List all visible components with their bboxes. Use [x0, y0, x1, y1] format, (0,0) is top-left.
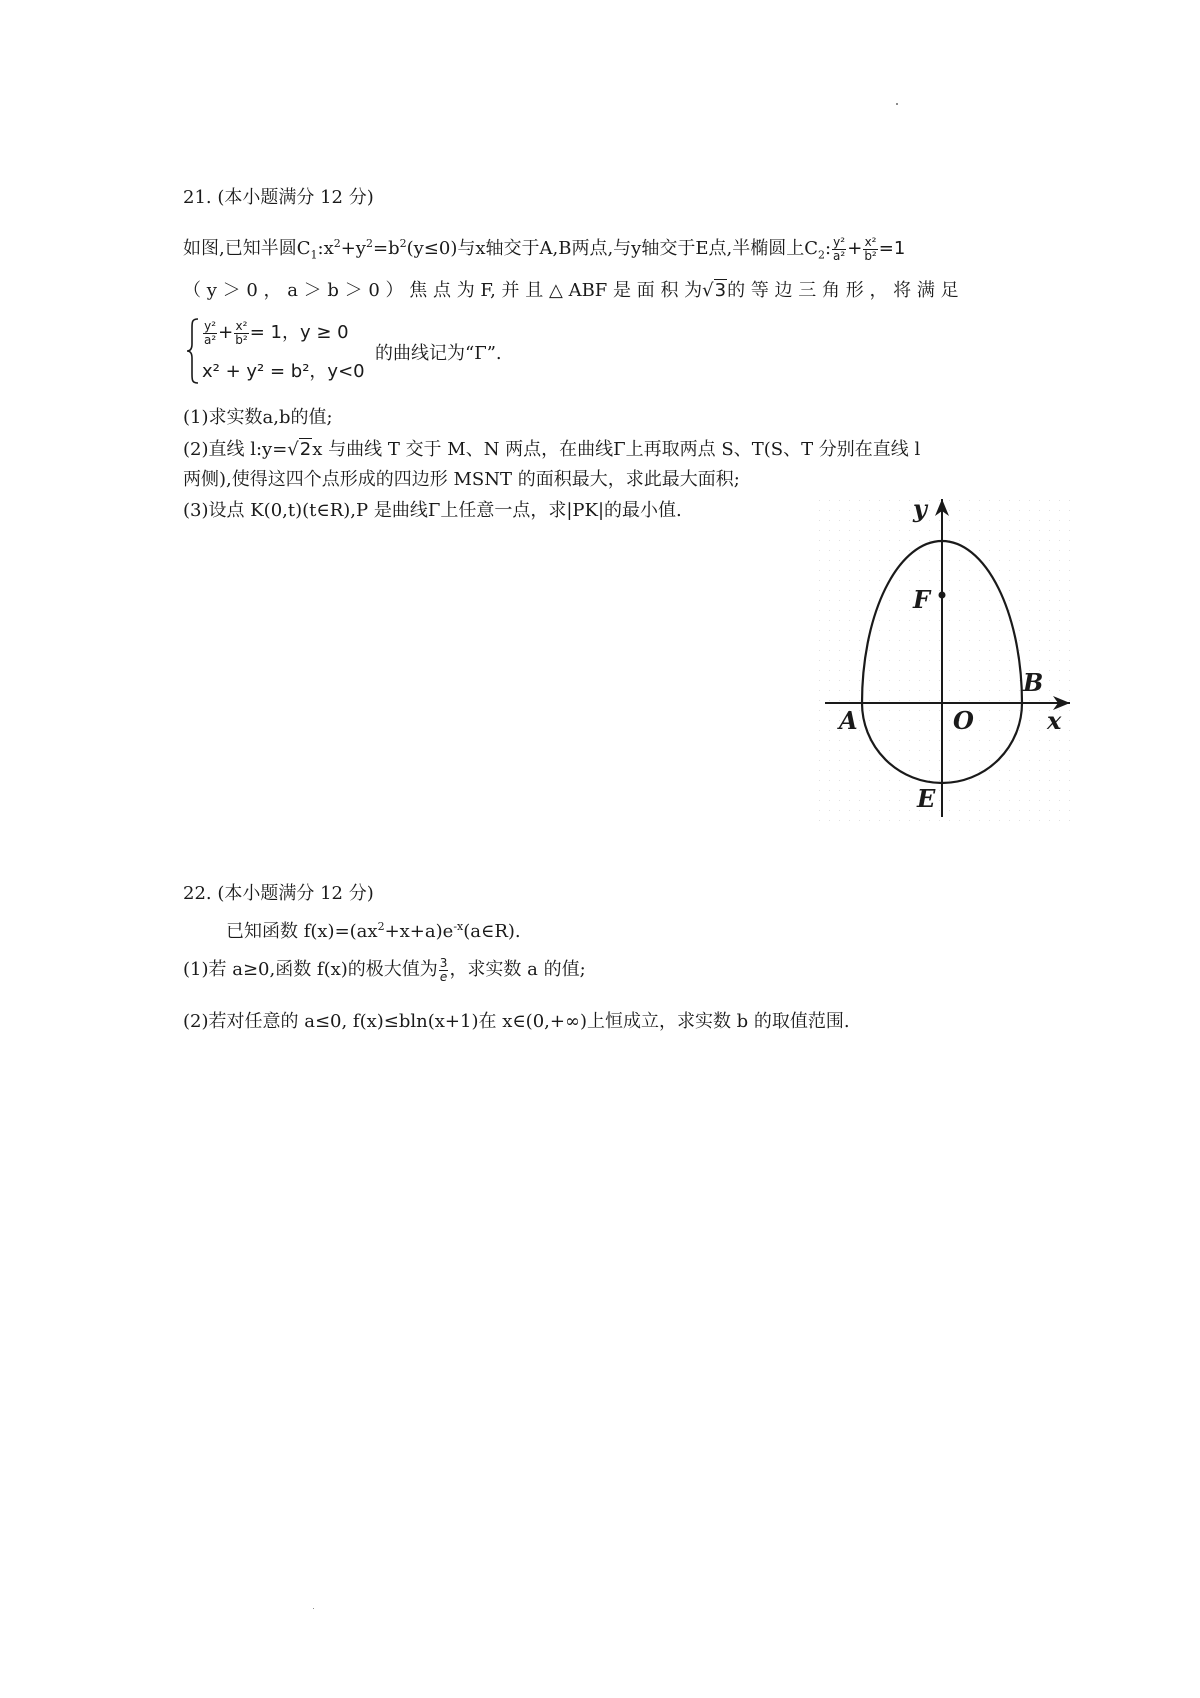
- q21-part2-line2: 两侧),使得这四个点形成的四边形 MSNT 的面积最大，求此最大面积;: [183, 469, 740, 490]
- q21-part1: (1)求实数a,b的值;: [183, 407, 333, 428]
- focus-point-F: [939, 592, 946, 599]
- label-O: O: [953, 706, 974, 735]
- fraction-3-over-e: $\frac{3}{e}$: [439, 955, 448, 984]
- label-x: x: [1047, 706, 1062, 735]
- system-line-1: $\frac{\text{y²}}{\text{a²}}$ + $\frac{\text{x²}}{\text{b²}}$ = 1，y ≥ 0: [204, 318, 349, 347]
- system-line-2: x² + y² = b²，y<0: [202, 361, 365, 382]
- label-A: A: [839, 706, 858, 735]
- label-y: y: [913, 495, 927, 523]
- system-tail: 的曲线记为“Γ”.: [375, 343, 502, 364]
- q21-header: 21. (本小题满分 12 分): [183, 187, 374, 208]
- scan-speck: [313, 1608, 314, 1609]
- q22-part2: (2)若对任意的 a≤0, f(x)≤bln(x+1)在 x∈(0,+∞)上恒成立，求实数 b 的取值范围.: [183, 1011, 850, 1032]
- fraction-x2-b2: $\frac{\text{x²}}{\text{b²}}$: [864, 234, 877, 263]
- label-F: F: [913, 585, 931, 614]
- sqrt-2: √2: [287, 439, 312, 460]
- q21-stem-line2: （ y ＞ 0 ， a ＞ b ＞ 0 ） 焦 点 为 F, 并 且 △ ABF 是 面 积 为√3的 等 边 三 角 形 ， 将 满 足: [183, 277, 959, 305]
- left-brace: [186, 318, 200, 384]
- fraction-y2-a2: $\frac{\text{y²}}{\text{a²}}$: [833, 234, 846, 263]
- q22-stem: 已知函数 $f(x)=(ax^2+x+a)e^{-x}(a\in R)$.: [226, 920, 521, 942]
- q22-header: 22. (本小题满分 12 分): [183, 883, 374, 904]
- ellipse-figure: [815, 495, 1070, 825]
- q21-stem-line1: 如图,已知半圆$C_1:x^2+y^2=b^2(y\le 0)$与x轴交于A,B两点,与y轴交于E点,半椭圆上$C_2$: $\frac{\text{y²}}{\text{a²}}$ + $\frac{\text{x²}}{\text{b²}}$ =1: [183, 234, 906, 263]
- scan-speck: [896, 103, 898, 105]
- sqrt-3: √3: [702, 280, 727, 301]
- q22-part1: (1)若 a≥0,函数 f(x)的极大值为 $\frac{3}{e}$ ，求实数 a 的值;: [183, 955, 586, 984]
- label-B: B: [1023, 668, 1044, 697]
- q21-part2-line1: (2)直线 l:y=√2x 与曲线 T 交于 M、N 两点，在曲线Γ上再取两点 S、T(S、T 分别在直线 l: [183, 436, 920, 464]
- q21-part3: (3)设点 K(0,t)(t∈R),P 是曲线Γ上任意一点，求|PK|的最小值.: [183, 500, 682, 521]
- label-E: E: [917, 784, 936, 813]
